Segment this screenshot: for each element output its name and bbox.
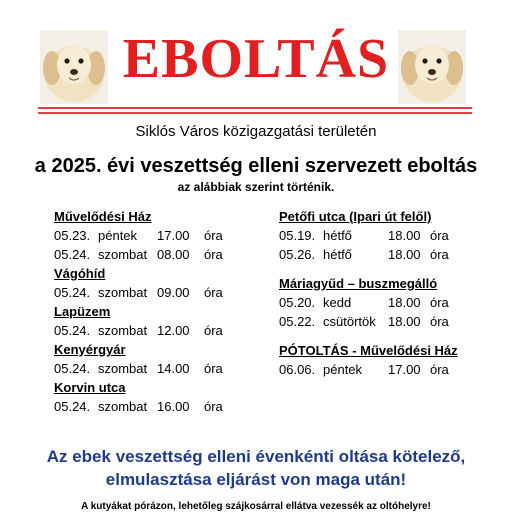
- location-heading: Petőfi utca (Ipari út felől): [279, 209, 432, 224]
- poster-header: [0, 0, 512, 120]
- schedule-day: kedd: [323, 295, 352, 310]
- headline: a 2025. évi veszettség elleni szervezett eboltás: [34, 155, 478, 177]
- schedule-row: [54, 397, 264, 416]
- schedule-row: [279, 245, 479, 264]
- schedule-unit: óra: [204, 323, 223, 338]
- schedule-unit: óra: [204, 361, 223, 376]
- schedule-day: szombat: [98, 361, 148, 376]
- schedule-time: 17.00: [388, 362, 421, 377]
- schedule-day: péntek: [323, 362, 363, 377]
- location-heading: Vágóhíd: [54, 266, 106, 281]
- location-heading: PÓTOLTÁS - Művelődési Ház: [279, 343, 458, 358]
- schedule-unit: óra: [430, 247, 449, 262]
- warning-line: elmulasztása eljárást von maga után!: [105, 470, 407, 489]
- schedule-time: 14.00: [157, 361, 190, 376]
- schedule-time: 18.00: [388, 247, 421, 262]
- schedule-date: 05.20.: [279, 295, 316, 310]
- title-divider-top: [38, 107, 472, 109]
- schedule-day: szombat: [98, 285, 148, 300]
- location-heading: Kenyérgyár: [54, 342, 126, 357]
- schedule-row: [279, 226, 479, 245]
- schedule-time: 18.00: [388, 228, 421, 243]
- schedule-date: 06.06.: [279, 362, 316, 377]
- schedule-unit: óra: [430, 295, 449, 310]
- schedule-time: 16.00: [157, 399, 190, 414]
- schedule-time: 12.00: [157, 323, 190, 338]
- schedule-left-column: [54, 207, 264, 416]
- schedule-day: szombat: [98, 323, 148, 338]
- subheadline: az alábbiak szerint történik.: [177, 180, 335, 194]
- location-heading: Máriagyűd – buszmegálló: [279, 276, 438, 291]
- schedule-time: 17.00: [157, 228, 190, 243]
- schedule-day: szombat: [98, 247, 148, 262]
- spacer: [279, 264, 479, 274]
- location-heading: Lapüzem: [54, 304, 111, 319]
- schedule-unit: óra: [430, 314, 449, 329]
- schedule-date: 05.22.: [279, 314, 316, 329]
- schedule-date: 05.24.: [54, 323, 91, 338]
- subtitle: Siklós Város közigazgatási területén: [135, 123, 377, 140]
- schedule-right-column: [279, 207, 479, 379]
- schedule-time: 18.00: [388, 295, 421, 310]
- puppy-photo-right: [398, 30, 466, 104]
- schedule-day: hétfő: [323, 247, 352, 262]
- schedule-unit: óra: [204, 228, 223, 243]
- schedule-row: [54, 321, 264, 340]
- warning-line: Az ebek veszettség elleni évenkénti oltása kötelező,: [46, 447, 466, 466]
- schedule-time: 08.00: [157, 247, 190, 262]
- schedule-row: [54, 359, 264, 378]
- schedule-unit: óra: [204, 285, 223, 300]
- mandatory-vaccination-warning: [0, 445, 512, 491]
- schedule-unit: óra: [430, 362, 449, 377]
- schedule-time: 18.00: [388, 314, 421, 329]
- schedule-date: 05.24.: [54, 399, 91, 414]
- schedule-row: [279, 312, 479, 331]
- schedule-row: [54, 245, 264, 264]
- schedule-row: [54, 283, 264, 302]
- schedule-row: [279, 293, 479, 312]
- schedule-date: 05.24.: [54, 247, 91, 262]
- spacer: [279, 331, 479, 341]
- schedule-day: csütörtök: [323, 314, 376, 329]
- location-heading: Művelődési Ház: [54, 209, 152, 224]
- schedule-date: 05.24.: [54, 361, 91, 376]
- schedule-unit: óra: [204, 247, 223, 262]
- schedule-date: 05.24.: [54, 285, 91, 300]
- schedule-day: péntek: [98, 228, 138, 243]
- schedule-row: [279, 360, 479, 379]
- title-divider-bottom: [38, 112, 472, 114]
- schedule-unit: óra: [204, 399, 223, 414]
- schedule-date: 05.19.: [279, 228, 316, 243]
- poster-title: EBOLTÁS: [122, 28, 390, 90]
- schedule-day: szombat: [98, 399, 148, 414]
- schedule-unit: óra: [430, 228, 449, 243]
- schedule-date: 05.23.: [54, 228, 91, 243]
- location-heading: Korvin utca: [54, 380, 126, 395]
- schedule-day: hétfő: [323, 228, 352, 243]
- schedule-time: 09.00: [157, 285, 190, 300]
- schedule-date: 05.26.: [279, 247, 316, 262]
- schedule-row: [54, 226, 264, 245]
- leash-notice: A kutyákat pórázon, lehetőleg szájkosárral ellátva vezessék az oltóhelyre!: [81, 501, 431, 512]
